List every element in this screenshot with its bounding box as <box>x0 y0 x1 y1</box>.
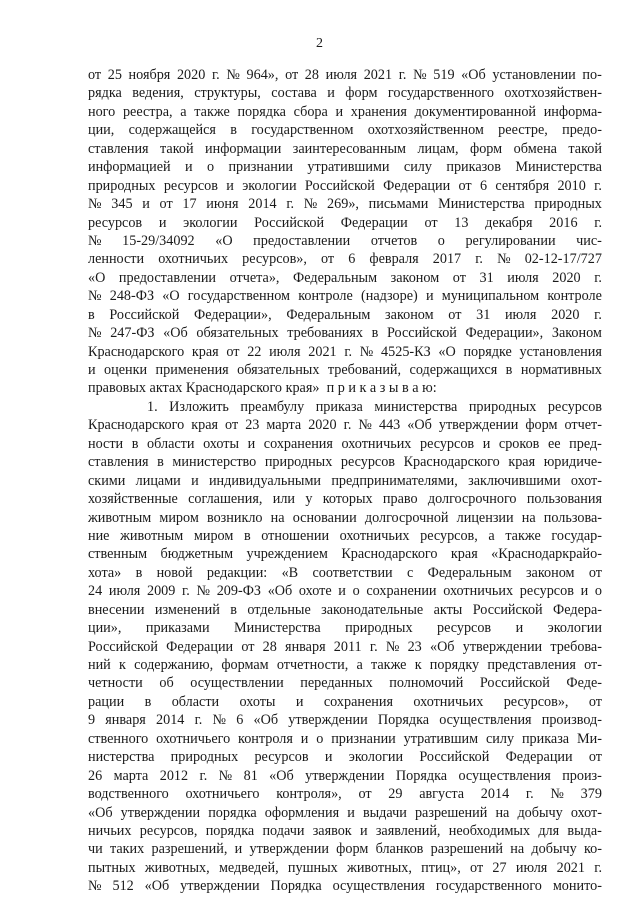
text-line: чи таких разрешений, и утверждении форм бланков разрешений на добычу ко- <box>88 841 602 858</box>
text-line: хозяйственные соглашения, или у которых право долгосрочного пользования <box>88 491 602 508</box>
text-line: № 345 и от 17 июня 2014 г. № 269», письмами Министерства природных <box>88 196 602 213</box>
text-line: природных ресурсов и экологии Российской Федерации от 6 сентября 2010 г. <box>88 177 602 194</box>
text-line: рации в области охоты и сохранения охотничьих ресурсов», от <box>88 693 602 710</box>
text-line: № 512 «Об утверждении Порядка осуществления государственного монито- <box>88 878 602 895</box>
text-line: ного реестра, а также порядка сбора и хранения документированной информа- <box>88 103 602 120</box>
text-line: ний к содержанию, формам отчетности, а также к порядку представления от- <box>88 657 602 673</box>
text-line: 9 января 2014 г. № 6 «Об утверждении Порядка осуществления производ- <box>88 712 602 729</box>
text-line: «Об утверждении порядка оформления и выдачи разрешений на добычу охот- <box>88 804 602 821</box>
text-line: ничьих ресурсов, порядка подачи заявок и заявлений, необходимых для выда- <box>88 822 602 839</box>
text-line: Краснодарского края от 23 марта 2020 г. № 443 «Об утверждении форм отчет- <box>88 417 602 434</box>
text-line: 1. Изложить преамбулу приказа министерства природных ресурсов <box>147 398 602 415</box>
text-line: нистерства природных ресурсов и экологии Российской Федерации от <box>88 749 602 766</box>
text-line: ственным бюджетным учреждением Краснодарского края «Краснодаркрайо- <box>88 546 602 563</box>
text-line: ности в области охоты и сохранения охотничьих ресурсов и сроков ее пред- <box>88 435 602 452</box>
text-line: и оценки применения обязательных требований, содержащихся в нормативных <box>88 362 602 378</box>
text-line: ние животным миром в отношении охотничьих ресурсов, а также государ- <box>88 527 602 544</box>
text-line: животным миром возникло на основании долгосрочной лицензии на пользова- <box>88 509 602 526</box>
text-line: ставления такой информации заинтересованным лицам, форм обмена такой <box>88 140 602 157</box>
document-body <box>88 66 602 896</box>
page-number: 2 <box>316 36 323 51</box>
text-line: хота» в новой редакции: «В соответствии с Федеральным законом от <box>88 564 602 581</box>
text-line: ресурсов и экологии Российской Федерации от 13 декабря 2016 г. <box>88 214 602 231</box>
text-line: от 25 ноября 2020 г. № 964», от 28 июля 2021 г. № 519 «Об установлении по- <box>88 67 602 83</box>
text-line: ленности охотничьих ресурсов», от 6 февраля 2017 г. № 02-12-17/727 <box>88 251 602 268</box>
text-line: четности об осуществлении переданных полномочий Российской Феде- <box>88 675 602 692</box>
text-line: ции», приказами Министерства природных ресурсов и экологии <box>88 620 602 637</box>
text-line: правовых актах Краснодарского края» п р и к а з ы в а ю: <box>88 380 437 397</box>
text-line: № 248-ФЗ «О государственном контроле (надзоре) и муниципальном контроле <box>88 288 602 305</box>
text-line: № 247-ФЗ «Об обязательных требованиях в Российской Федерации», Законом <box>88 325 602 342</box>
text-line: в Российской Федерации», Федеральным законом от 31 июля 2020 г. <box>88 306 602 323</box>
text-line: водственного охотничьего контроля», от 29 августа 2014 г. № 379 <box>88 786 602 803</box>
text-line: Краснодарского края от 22 июля 2021 г. № 4525-КЗ «О порядке установления <box>88 343 602 360</box>
text-line: 26 марта 2012 г. № 81 «Об утверждении Порядка осуществления произ- <box>88 767 602 784</box>
text-line: пытных животных, медведей, пушных животных, птиц», от 27 июля 2021 г. <box>88 859 602 876</box>
text-line: «О предоставлении отчета», Федеральным законом от 31 июля 2020 г. <box>88 269 602 286</box>
text-line: Российской Федерации от 28 января 2011 г. № 23 «Об утверждении требова- <box>88 638 602 655</box>
text-line: рядка ведения, структуры, состава и форм государственного охотхозяйствен- <box>88 85 602 102</box>
text-line: ставления в министерство природных ресурсов Краснодарского края юридиче- <box>88 454 602 471</box>
text-line: 24 июля 2009 г. № 209-ФЗ «Об охоте и о сохранении охотничьих ресурсов и о <box>88 583 602 600</box>
text-line: ственного охотничьего контроля и о признании утратившим силу приказа Ми- <box>88 730 602 747</box>
text-line: ции, содержащейся в государственном охотхозяйственном реестре, предо- <box>88 122 602 139</box>
text-line: скими лицами и индивидуальными предпринимателями, заключившими охот- <box>88 472 602 489</box>
text-line: № 15-29/34092 «О предоставлении отчетов о регулировании чис- <box>88 232 602 249</box>
text-line: внесении изменений в отдельные законодательные акты Российской Федера- <box>88 601 602 618</box>
text-line: информацией и о признании утратившими силу приказов Министерства <box>88 159 602 176</box>
